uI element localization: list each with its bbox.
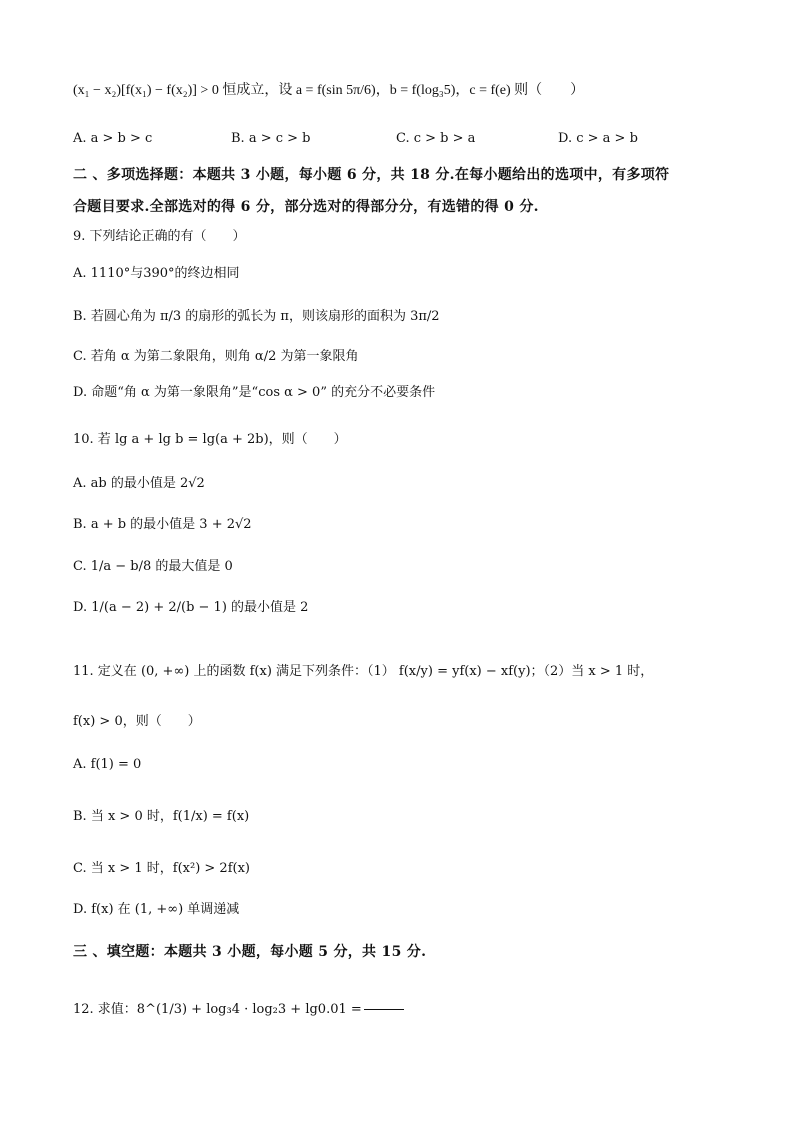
q9-stem: 9. 下列结论正确的有（ ） bbox=[73, 229, 246, 244]
q11-option-a: A. f(1) = 0 bbox=[73, 757, 142, 772]
q11-stem-continued: f(x) > 0，则（ ） bbox=[73, 714, 201, 729]
q8-option-d: D. c > a > b bbox=[558, 131, 638, 146]
q11-option-c: C. 当 x > 1 时，f(x²) > 2f(x) bbox=[73, 861, 250, 876]
q10-option-c: C. 1/a − b/8 的最大值是 0 bbox=[73, 559, 233, 574]
q12-answer-blank bbox=[364, 1009, 404, 1010]
q8-options bbox=[73, 128, 723, 150]
q12-line bbox=[73, 999, 404, 1021]
q9-option-d: D. 命题“角 α 为第一象限角”是“cos α > 0” 的充分不必要条件 bbox=[73, 385, 436, 400]
q11-option-d: D. f(x) 在 (1, +∞) 单调递减 bbox=[73, 902, 240, 917]
q12-stem: 12. 求值：8^(1/3) + log₃4 · log₂3 + lg0.01 = bbox=[73, 1002, 362, 1017]
q10-option-d: D. 1/(a − 2) + 2/(b − 1) 的最小值是 2 bbox=[73, 600, 309, 615]
q10-option-a: A. ab 的最小值是 2√2 bbox=[73, 476, 205, 491]
q9-option-a: A. 1110°与390°的终边相同 bbox=[73, 266, 240, 281]
q8-option-c: C. c > b > a bbox=[396, 131, 476, 146]
q8-option-a: A. a > b > c bbox=[73, 131, 153, 146]
section2-heading-line1: 二 、多项选择题：本题共 3 小题，每小题 6 分，共 18 分.在每小题给出的选项中，有多项符 bbox=[73, 167, 670, 183]
q11-stem: 11. 定义在 (0, +∞) 上的函数 f(x) 满足下列条件：（1） f(x/y) = yf(x) − xf(y)；（2）当 x > 1 时， bbox=[73, 664, 654, 679]
q9-option-b: B. 若圆心角为 π/3 的扇形的弧长为 π，则该扇形的面积为 3π/2 bbox=[73, 309, 440, 324]
q9-option-c: C. 若角 α 为第二象限角，则角 α/2 为第一象限角 bbox=[73, 349, 359, 364]
section3-heading: 三 、填空题：本题共 3 小题，每小题 5 分，共 15 分. bbox=[73, 944, 427, 960]
q8-option-b: B. a > c > b bbox=[231, 131, 311, 146]
q11-option-b: B. 当 x > 0 时，f(1/x) = f(x) bbox=[73, 809, 250, 824]
q10-option-b: B. a + b 的最小值是 3 + 2√2 bbox=[73, 517, 252, 532]
q10-stem: 10. 若 lg a + lg b = lg(a + 2b)，则（ ） bbox=[73, 432, 347, 447]
q8-condition-line: (x₁ − x₂)[f(x₁) − f(x₂)] > 0 恒成立，设 a = f(sin 5π/6)，b = f(log₃5)，c = f(e) 则（ ） bbox=[73, 83, 585, 98]
section2-heading-line2: 合题目要求.全部选对的得 6 分，部分选对的得部分分，有选错的得 0 分. bbox=[73, 199, 539, 215]
